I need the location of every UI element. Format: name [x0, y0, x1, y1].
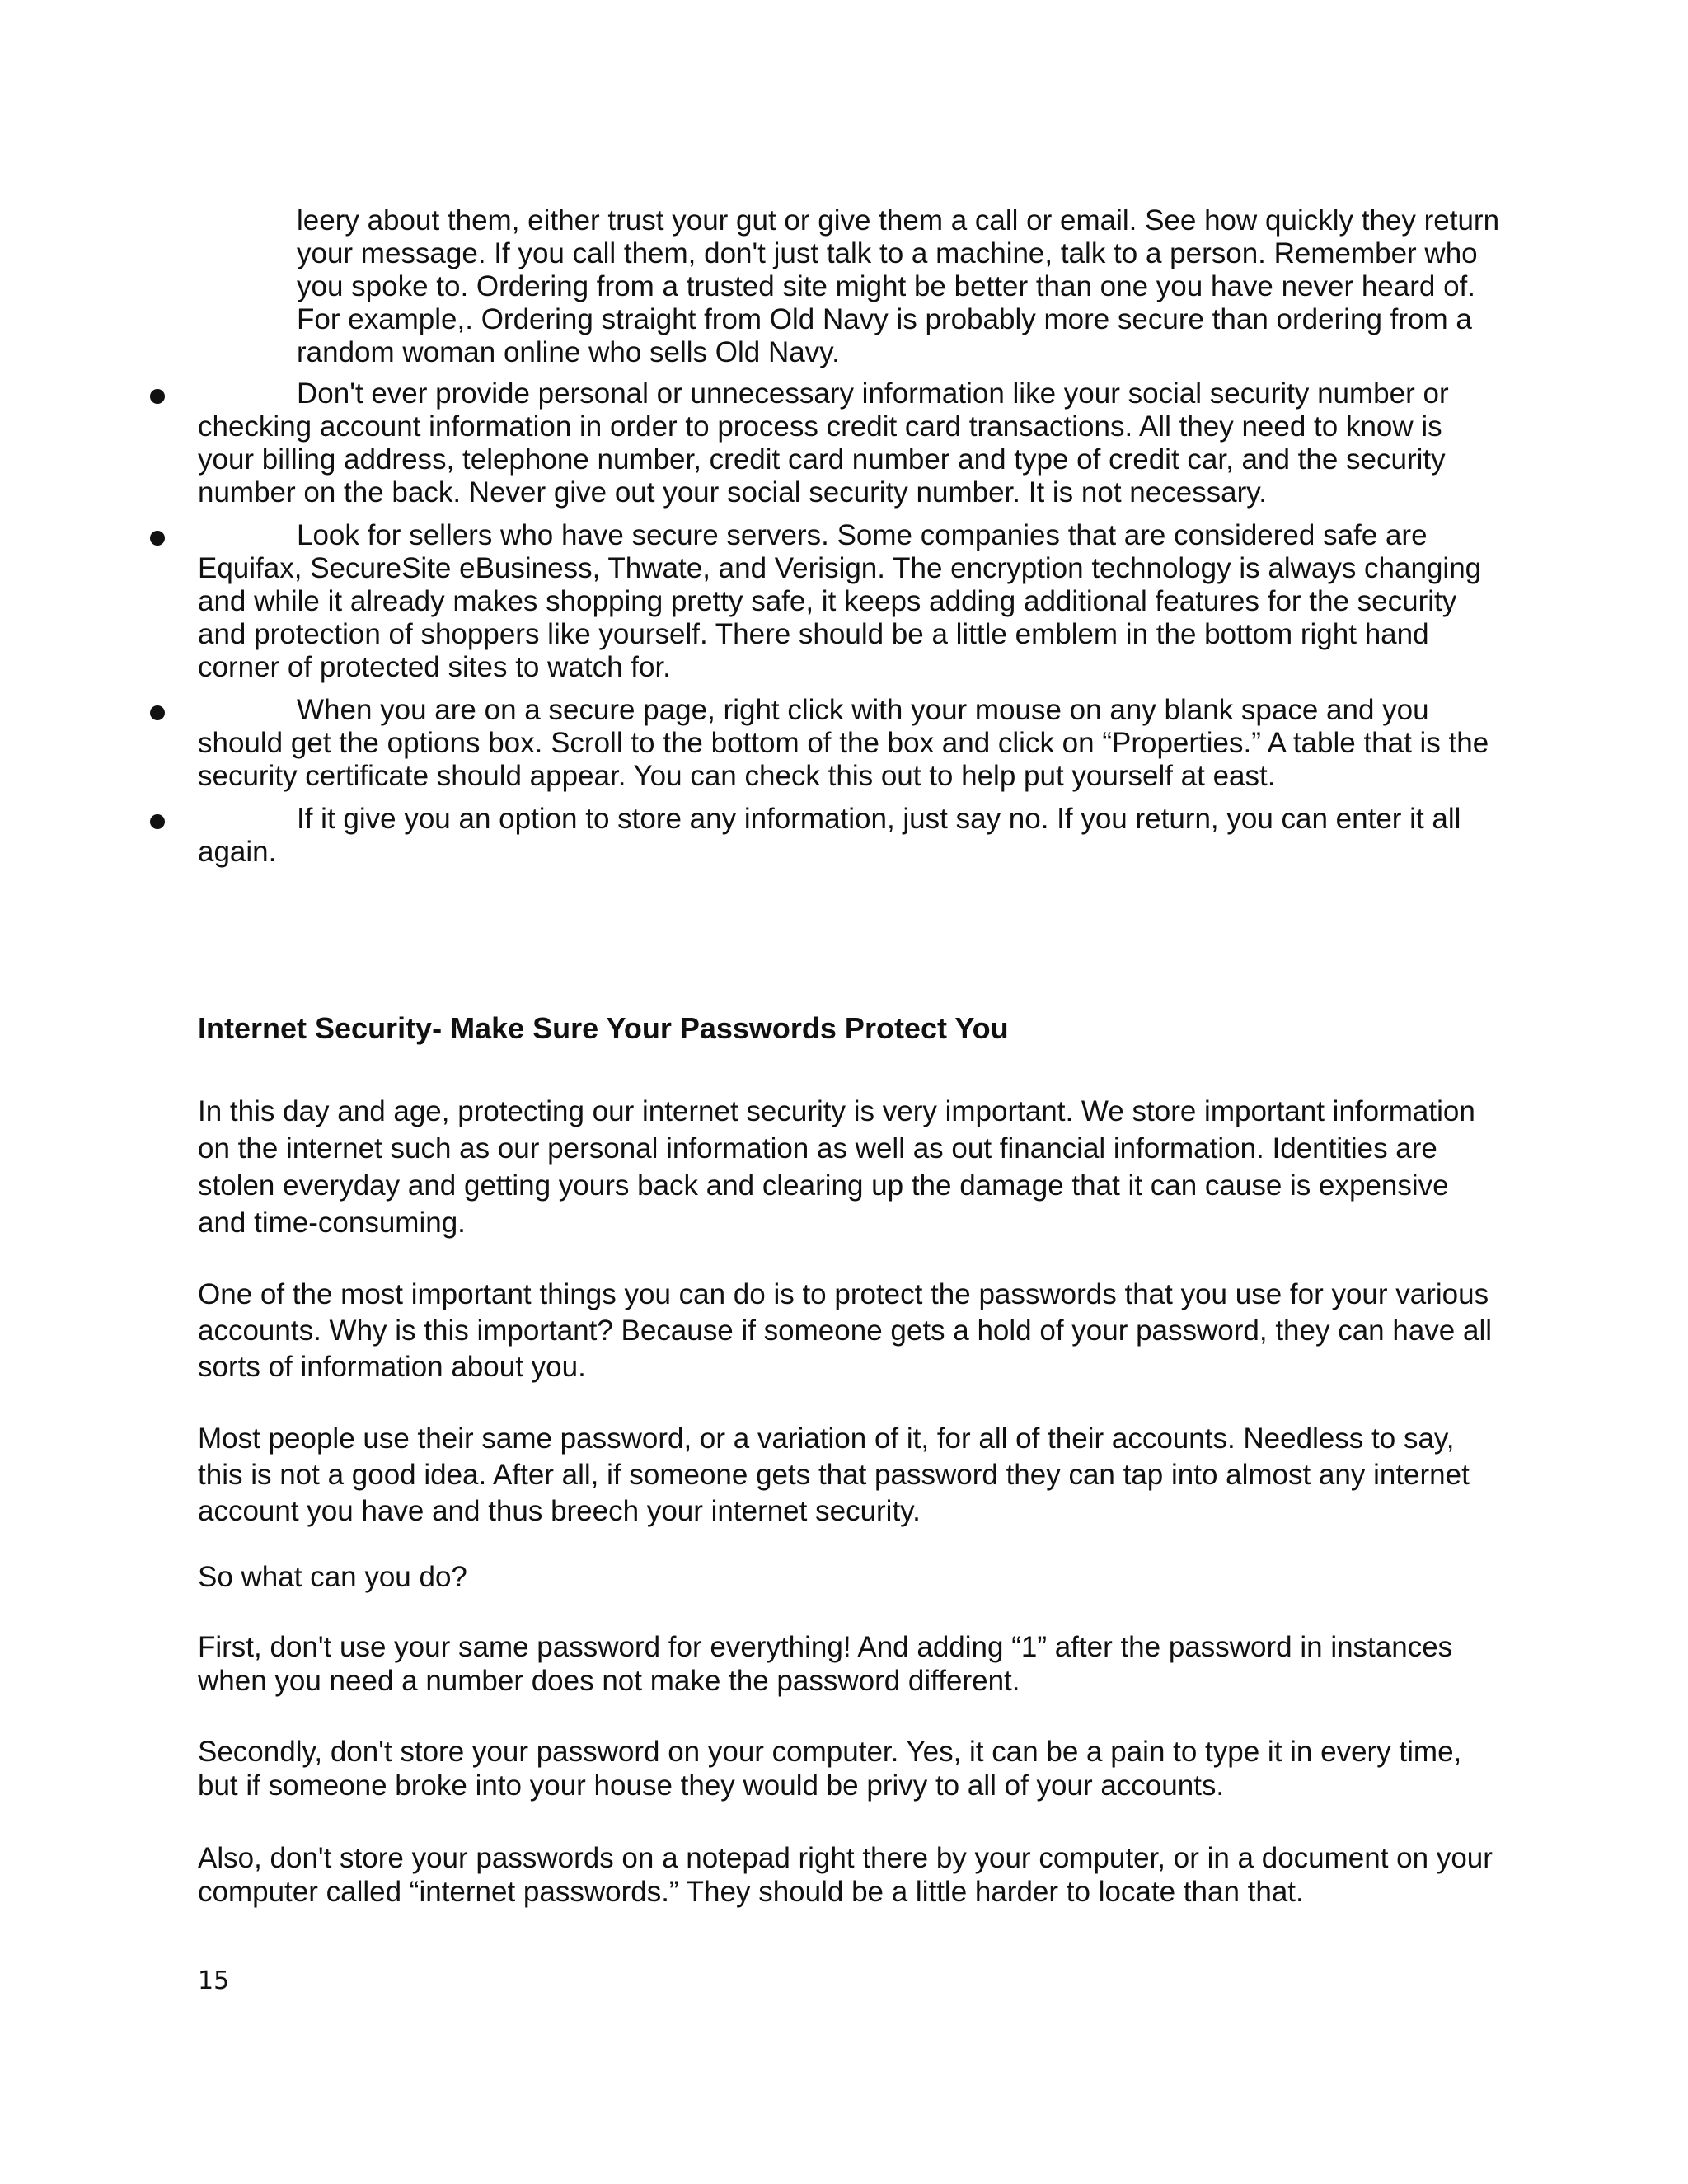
paragraph: Most people use their same password, or a variation of it, for all of their accounts. Needless to say, this is not a good idea. After all, if someone gets that password they can tap into almost any internet account you have and thus breech your internet security.	[198, 1422, 1470, 1527]
bullet-list	[0, 377, 1688, 879]
section-body	[198, 1093, 1500, 1909]
section-heading: Internet Security- Make Sure Your Passwords Protect You	[198, 1011, 1009, 1045]
bullet-dot-icon	[150, 705, 165, 720]
paragraph: Also, don't store your passwords on a notepad right there by your computer, or in a document on your computer called “internet passwords.” They should be a little harder to locate than that.	[198, 1842, 1493, 1908]
bullet-dot-icon	[150, 389, 165, 404]
list-item	[0, 519, 1500, 684]
list-item	[0, 803, 1500, 869]
bullet-text: If it give you an option to store any information, just say no. If you return, you can enter it all again.	[198, 803, 1461, 868]
continued-bullet-text: leery about them, either trust your gut or give them a call or email. See how quickly they return your message. If you call them, don't just talk to a machine, talk to a person. Remember who you spoke to. Ordering from a trusted site might be better than one you have never heard of. For example,. Ordering straight from Old Navy is probably more secure than ordering from a random woman online who sells Old Navy.	[297, 204, 1500, 368]
list-item	[0, 694, 1500, 793]
bullet-text: Don't ever provide personal or unnecessary information like your social security number or checking account information in order to process credit card transactions. All they need to know is your billing address, telephone number, credit card number and type of credit car, and the security number on the back. Never give out your social security number. It is not necessary.	[198, 377, 1449, 509]
bullet-dot-icon	[150, 531, 165, 546]
bullet-dot-icon	[150, 814, 165, 829]
list-item	[0, 377, 1500, 509]
bullet-text: Look for sellers who have secure servers. Some companies that are considered safe are Equifax, SecureSite eBusiness, Thwate, and Verisign. The encryption technology is always changing and while it already makes shopping pretty safe, it keeps adding additional features for the security and protection of shoppers like yourself. There should be a little emblem in the bottom right hand corner of protected sites to watch for.	[198, 519, 1482, 683]
paragraph: One of the most important things you can do is to protect the passwords that you use for your various accounts. Why is this important? Because if someone gets a hold of your password, they can have all sorts of information about you.	[198, 1278, 1492, 1383]
page-number: 15	[198, 1966, 230, 1995]
paragraph: Secondly, don't store your password on your computer. Yes, it can be a pain to type it in every time, but if someone broke into your house they would be privy to all of your accounts.	[198, 1736, 1462, 1802]
paragraph: So what can you do?	[198, 1561, 467, 1593]
paragraph: First, don't use your same password for everything! And adding “1” after the password in instances when you need a number does not make the password different.	[198, 1631, 1453, 1697]
bullet-text: When you are on a secure page, right click with your mouse on any blank space and you should get the options box. Scroll to the bottom of the box and click on “Properties.” A table that is the security certificate should appear. You can check this out to help put yourself at east.	[198, 694, 1489, 792]
paragraph: In this day and age, protecting our internet security is very important. We store important information on the internet such as our personal information as well as out financial information. Identities are stolen everyday and getting yours back and clearing up the damage that it can cause is expensive and time-consuming.	[198, 1095, 1475, 1239]
